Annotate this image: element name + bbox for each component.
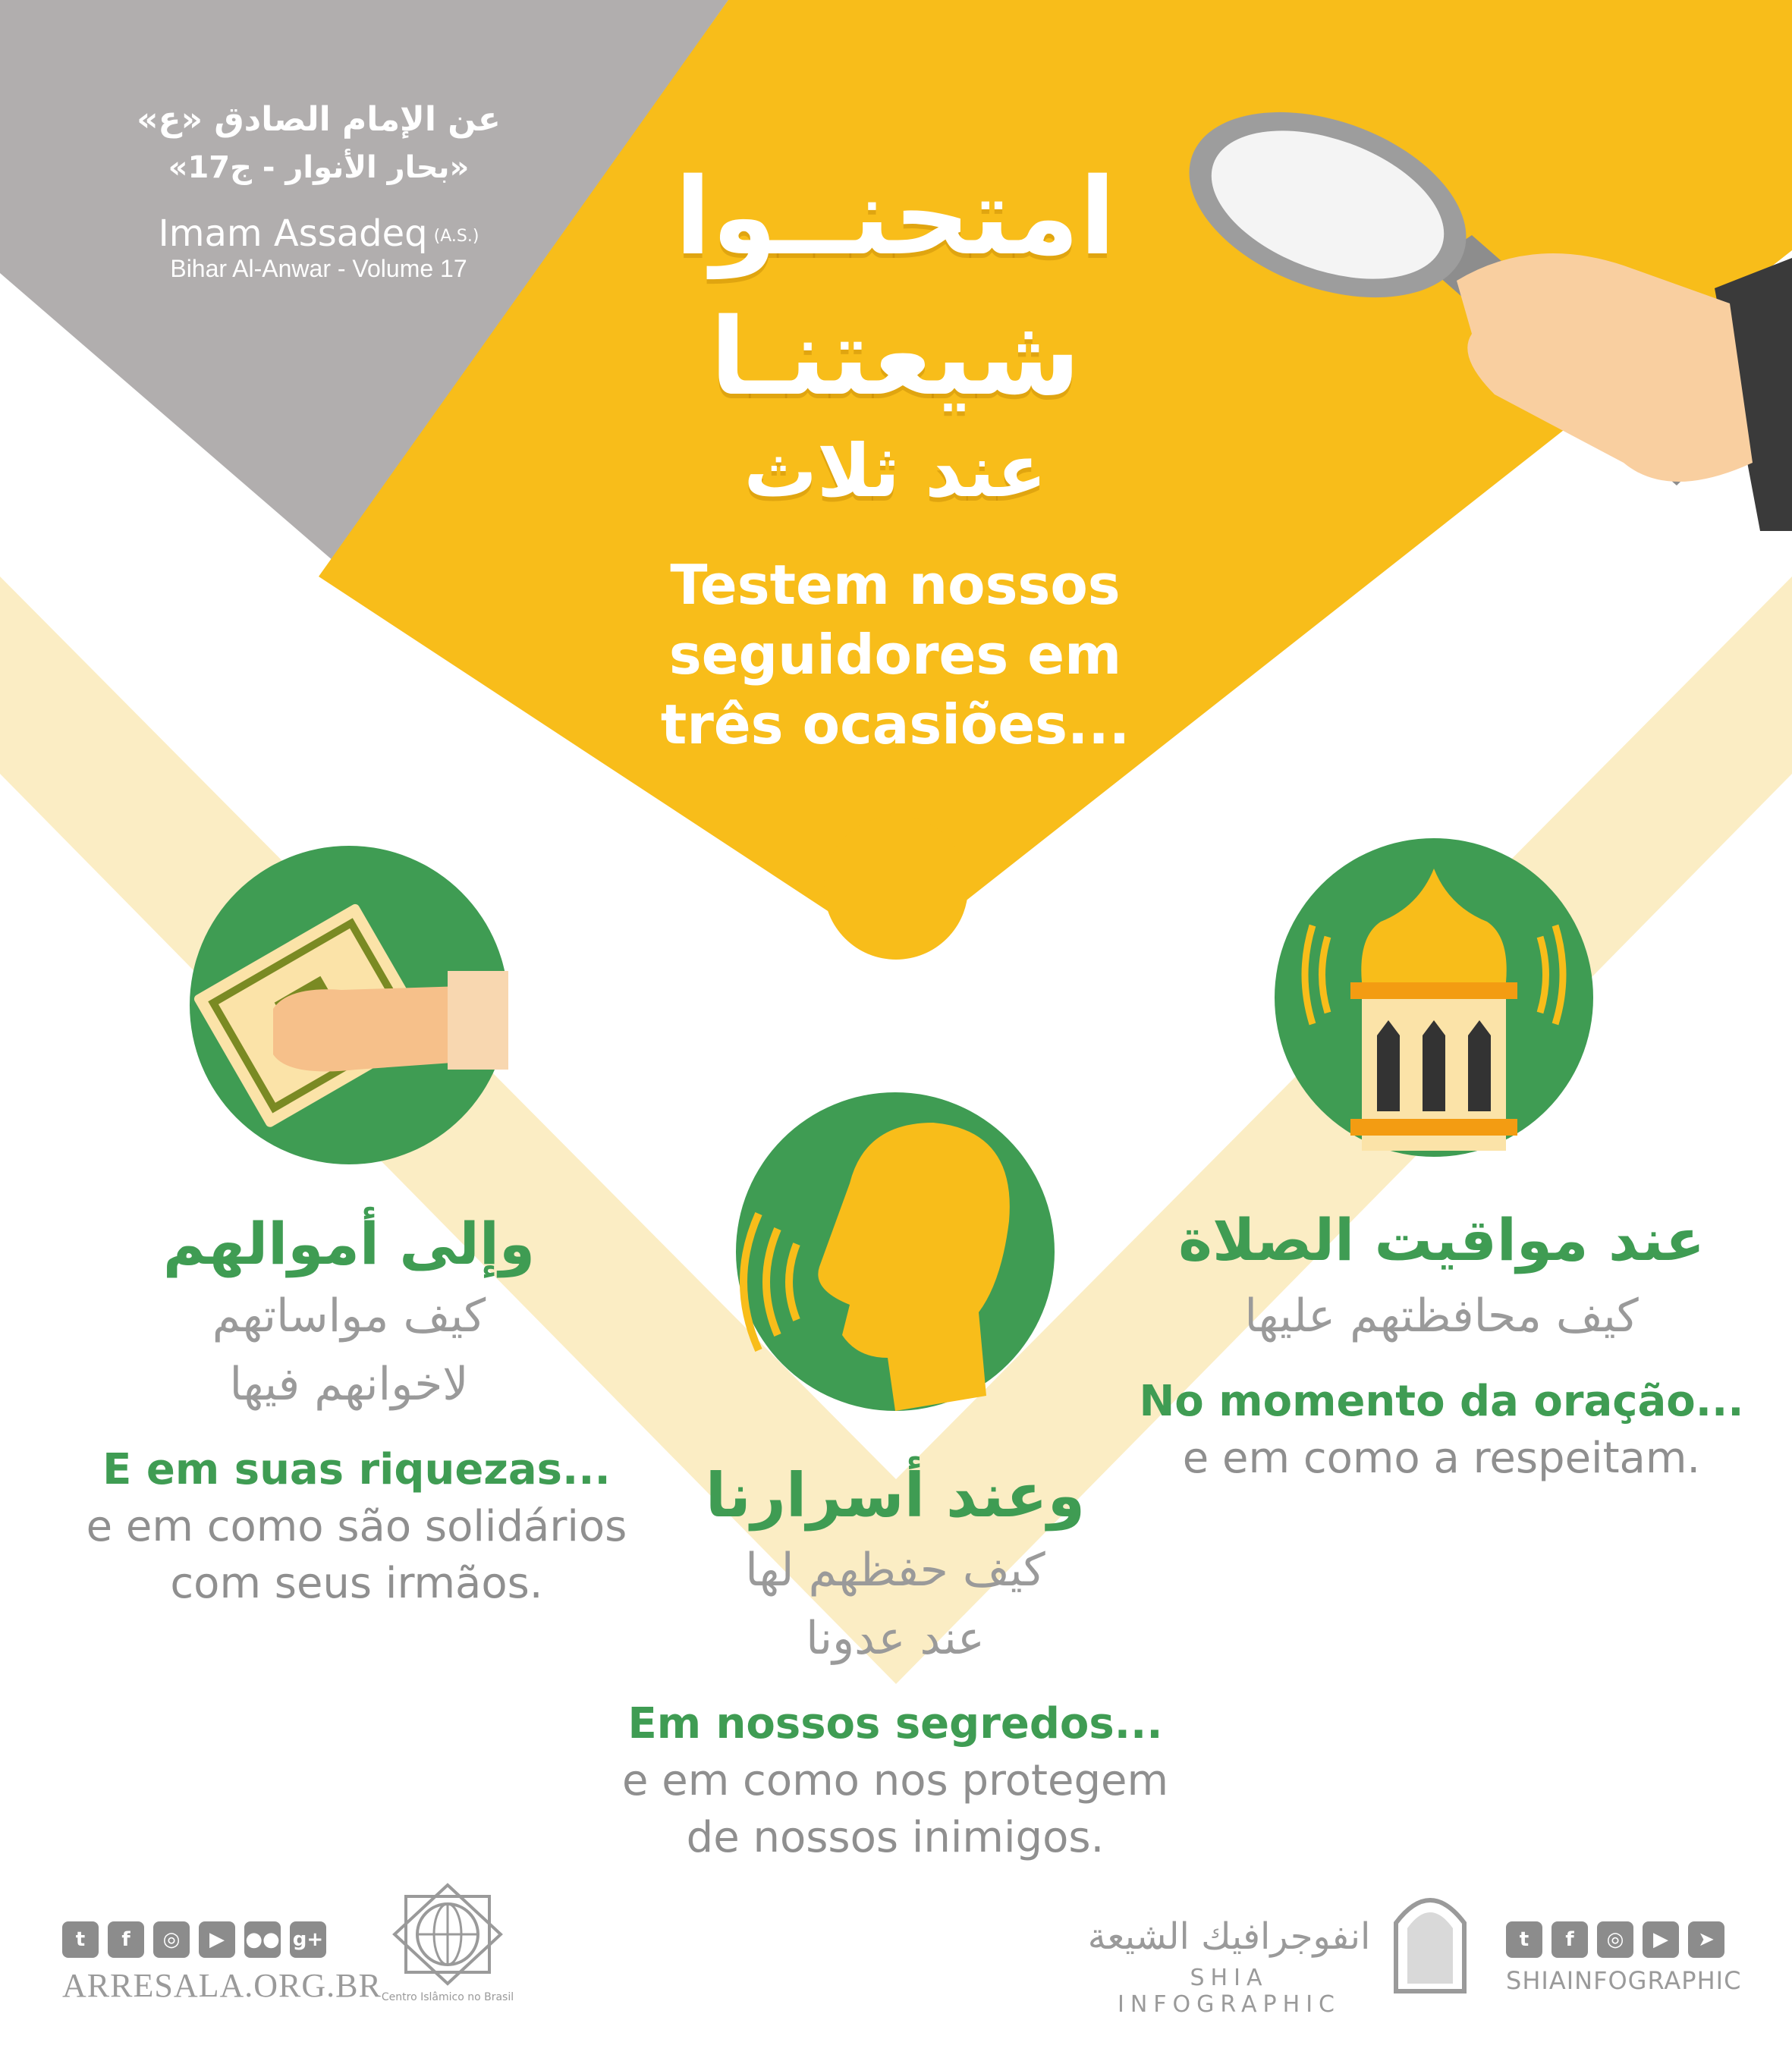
right-handle[interactable]: SHIAINFOGRAPHIC bbox=[1506, 1966, 1742, 1995]
facebook-icon[interactable]: f bbox=[1551, 1921, 1588, 1958]
hand-shape bbox=[1457, 253, 1753, 482]
title-arabic-line1: امتحنــوا bbox=[674, 156, 1116, 279]
speaking-head-icon bbox=[736, 1092, 1055, 1411]
imam-name: Imam Assadeq bbox=[158, 212, 428, 255]
title-portuguese: Testem nossos seguidores em três ocasiões... bbox=[660, 553, 1130, 756]
instagram-icon[interactable]: ◎ bbox=[153, 1921, 190, 1958]
minaret-icon bbox=[1275, 838, 1601, 1172]
instagram-icon[interactable]: ◎ bbox=[1597, 1921, 1633, 1958]
brand-latin: SHIA INFOGRAPHIC bbox=[1117, 1965, 1341, 2018]
item2-portuguese-title: Em nossos segredos... bbox=[627, 1699, 1163, 1748]
flickr-icon[interactable]: ●● bbox=[244, 1921, 281, 1958]
header-arabic-line1: عن الإمام الصادق «ع» bbox=[137, 100, 501, 139]
item3-arabic-line1: كيف محافظتهم عليها bbox=[1244, 1290, 1639, 1343]
item1-portuguese-line2: com seus irmãos. bbox=[170, 1559, 543, 1608]
telegram-icon[interactable]: ➤ bbox=[1688, 1921, 1724, 1958]
item2-arabic-line2: عند عدونا bbox=[806, 1612, 985, 1665]
header-arabic-line2: «بحار الأنوار - ج17» bbox=[168, 150, 470, 185]
header-english-name bbox=[114, 212, 523, 255]
mosque-window-logo bbox=[1388, 1881, 1472, 1995]
item2-arabic-title: وعند أسرارنا bbox=[705, 1460, 1086, 1531]
left-site-link[interactable]: ARRESALA.ORG.BR bbox=[62, 1967, 382, 2004]
title-arabic-line3: عند ثلاث bbox=[744, 429, 1047, 514]
imam-suffix: (A.S.) bbox=[433, 226, 479, 246]
header-source: Bihar Al-Anwar - Volume 17 bbox=[170, 255, 467, 282]
item1-arabic-line2: لاخوانهم فيها bbox=[229, 1358, 469, 1411]
youtube-icon[interactable]: ▶ bbox=[199, 1921, 235, 1958]
item1-portuguese-line1: e em como são solidários bbox=[86, 1502, 627, 1551]
left-social-bar bbox=[62, 1921, 326, 1958]
youtube-icon[interactable]: ▶ bbox=[1643, 1921, 1679, 1958]
islamic-center-logo bbox=[372, 1881, 523, 1995]
item2-portuguese-line1: e em como nos protegem bbox=[621, 1756, 1168, 1805]
item3-arabic-title: عند مواقيت الصلاة bbox=[1178, 1206, 1705, 1274]
twitter-icon[interactable]: t bbox=[62, 1921, 99, 1958]
item1-arabic-title: وإلى أموالهم bbox=[162, 1210, 536, 1277]
item3-portuguese-line1: e em como a respeitam. bbox=[1182, 1434, 1701, 1483]
title-arabic-line2: شيعتنـا bbox=[709, 296, 1081, 419]
brand-arabic: انفوجرافيك الشيعة bbox=[1087, 1915, 1371, 1958]
item2-arabic-line1: كيف حفظهم لها bbox=[745, 1544, 1045, 1597]
googleplus-icon[interactable]: g+ bbox=[290, 1921, 326, 1958]
right-social-bar bbox=[1506, 1921, 1724, 1958]
magnifier-hand-illustration bbox=[1138, 106, 1792, 531]
center-logo-text: Centro Islâmico no Brasil bbox=[381, 1991, 514, 2003]
money-hand-icon bbox=[174, 834, 554, 1168]
item1-portuguese-title: E em suas riquezas... bbox=[102, 1445, 611, 1494]
item3-portuguese-title: No momento da oração... bbox=[1139, 1377, 1744, 1426]
twitter-icon[interactable]: t bbox=[1506, 1921, 1542, 1958]
item2-portuguese-line2: de nossos inimigos. bbox=[686, 1813, 1105, 1862]
item1-arabic-line1: كيف مواساتهم bbox=[212, 1290, 486, 1343]
facebook-icon[interactable]: f bbox=[108, 1921, 144, 1958]
